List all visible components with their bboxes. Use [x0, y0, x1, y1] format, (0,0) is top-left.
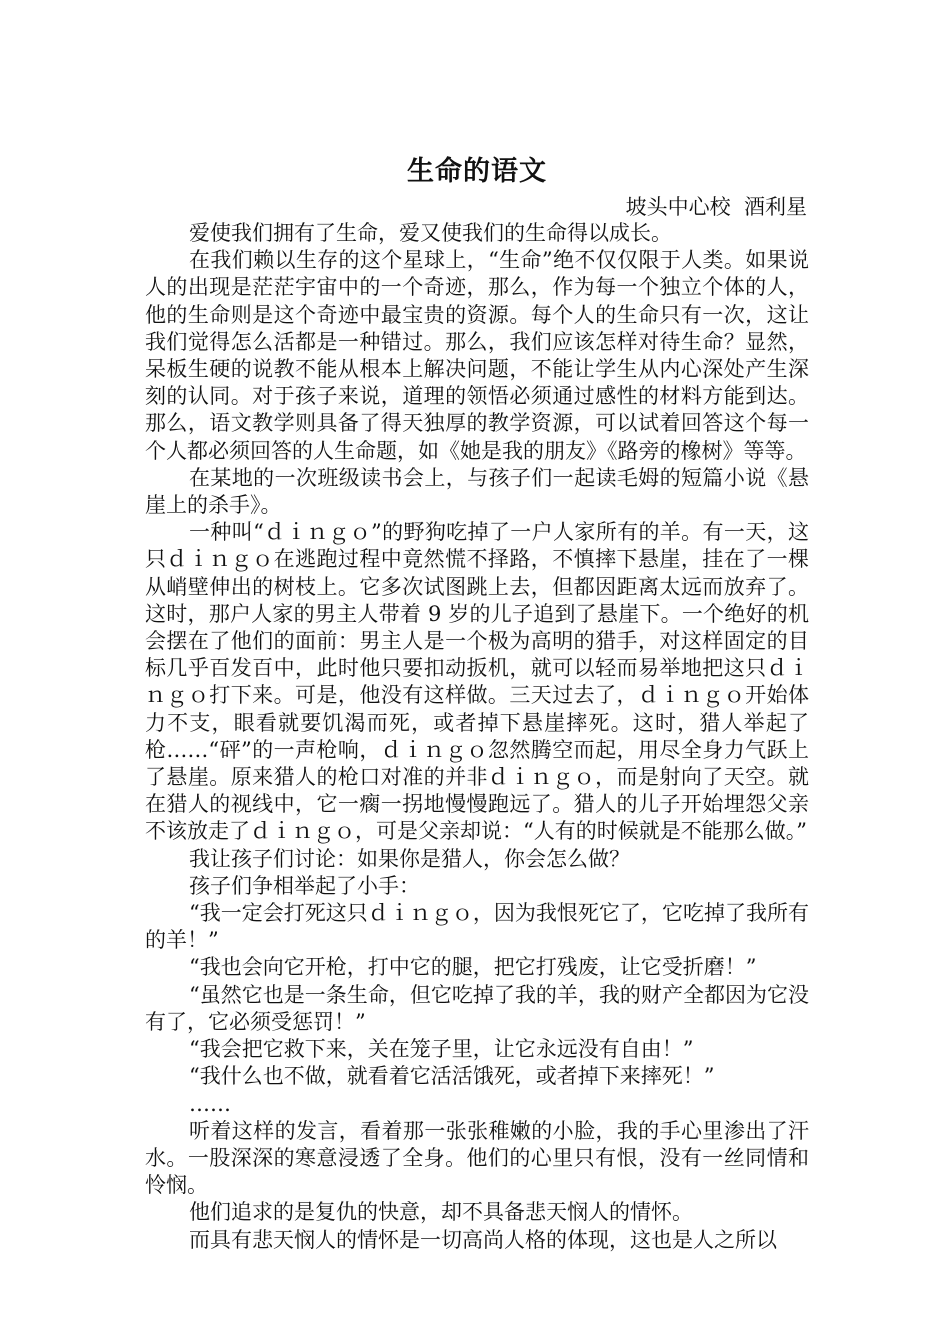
quote-paragraph: “我一定会打死这只ｄｉｎｇｏ，因为我恨死它了，它吃掉了我所有的羊！” — [145, 901, 809, 953]
paragraph: 他们追求的是复仇的快意，却不具备悲天悯人的情怀。 — [189, 1200, 693, 1225]
paragraph: 在某地的一次班级读书会上，与孩子们一起读毛姆的短篇小说《悬崖上的杀手》。 — [145, 465, 809, 518]
paragraph: 爱使我们拥有了生命，爱又使我们的生命得以成长。 — [189, 221, 672, 245]
paragraph: 而具有悲天悯人的情怀是一切高尚人格的体现，这也是人之所以 — [189, 1227, 777, 1252]
paragraph: 听着这样的发言，看着那一张张稚嫩的小脸，我的手心里渗出了汗水。一股深深的寒意浸透了全身。他们的心里只有恨，没有一丝同情和怜悯。 — [145, 1118, 809, 1198]
author-byline: 坡头中心校 酒利星 — [625, 195, 807, 219]
quote-paragraph: “我也会向它开枪，打中它的腿，把它打残废，让它受折磨！” — [189, 955, 757, 980]
paragraph: 孩子们争相举起了小手： — [189, 873, 420, 898]
paragraph: 我让孩子们讨论：如果你是猎人，你会怎么做？ — [189, 846, 630, 871]
quote-paragraph: “我会把它救下来，关在笼子里，让它永远没有自由！” — [189, 1037, 694, 1062]
paragraph: 一种叫“ｄｉｎｇｏ”的野狗吃掉了一户人家所有的羊。有一天，这只ｄｉｎｇｏ在逃跑过程中竟然慌不择路，不慎摔下悬崖，挂在了一棵从峭壁伸出的树枝上。它多次试图跳上去，但都因距离太远而放弃了。这时，那户人家的男主人带着 9 岁的儿子追到了悬崖下。一个绝好的机会摆在了他们的面前：男主人是一个极为高明的猎手，对这样固定的目标几乎百发百中，此时他只要扣动扳机，就可以轻而易举地把这只ｄｉｎｇｏ打下来。可是，他没有这样做。三天过去了，ｄｉｎｇｏ开始体力不支，眼看就要饥渴而死，或者掉下悬崖摔死。这时，猎人举起了枪……“砰”的一声枪响，ｄｉｎｇｏ忽然腾空而起，用尽全身力气跃上了悬崖。原来猎人的枪口对准的并非ｄｉｎｇｏ，而是射向了天空。就在猎人的视线中，它一瘸一拐地慢慢跑远了。猎人的儿子开始埋怨父亲不该放走了ｄｉｎｇｏ，可是父亲却说：“人有的时候就是不能那么做。” — [145, 520, 809, 844]
document-page — [145, 150, 809, 1254]
ellipsis-line: …… — [189, 1091, 231, 1116]
document-title: 生命的语文 — [407, 156, 547, 187]
paragraph: 在我们赖以生存的这个星球上，“生命”绝不仅仅限于人类。如果说人的出现是茫茫宇宙中的一个奇迹，那么，作为每一个独立个体的人，他的生命则是这个奇迹中最宝贵的资源。每个人的生命只有一次，这让我们觉得怎么活都是一种错过。那么，我们应该怎样对待生命？显然，呆板生硬的说教不能从根本上解决问题，不能让学生从内心深处产生深刻的认同。对于孩子来说，道理的领悟必须通过感性的材料方能到达。那么，语文教学则具备了得天独厚的教学资源，可以试着回答这个每一个人都必须回答的人生命题，如《她是我的朋友》《路旁的橡树》等等。 — [145, 248, 809, 463]
quote-paragraph: “我什么也不做，就看着它活活饿死，或者掉下来摔死！” — [189, 1064, 715, 1089]
quote-paragraph: “虽然它也是一条生命，但它吃掉了我的羊，我的财产全都因为它没有了，它必须受惩罚！” — [145, 982, 809, 1034]
